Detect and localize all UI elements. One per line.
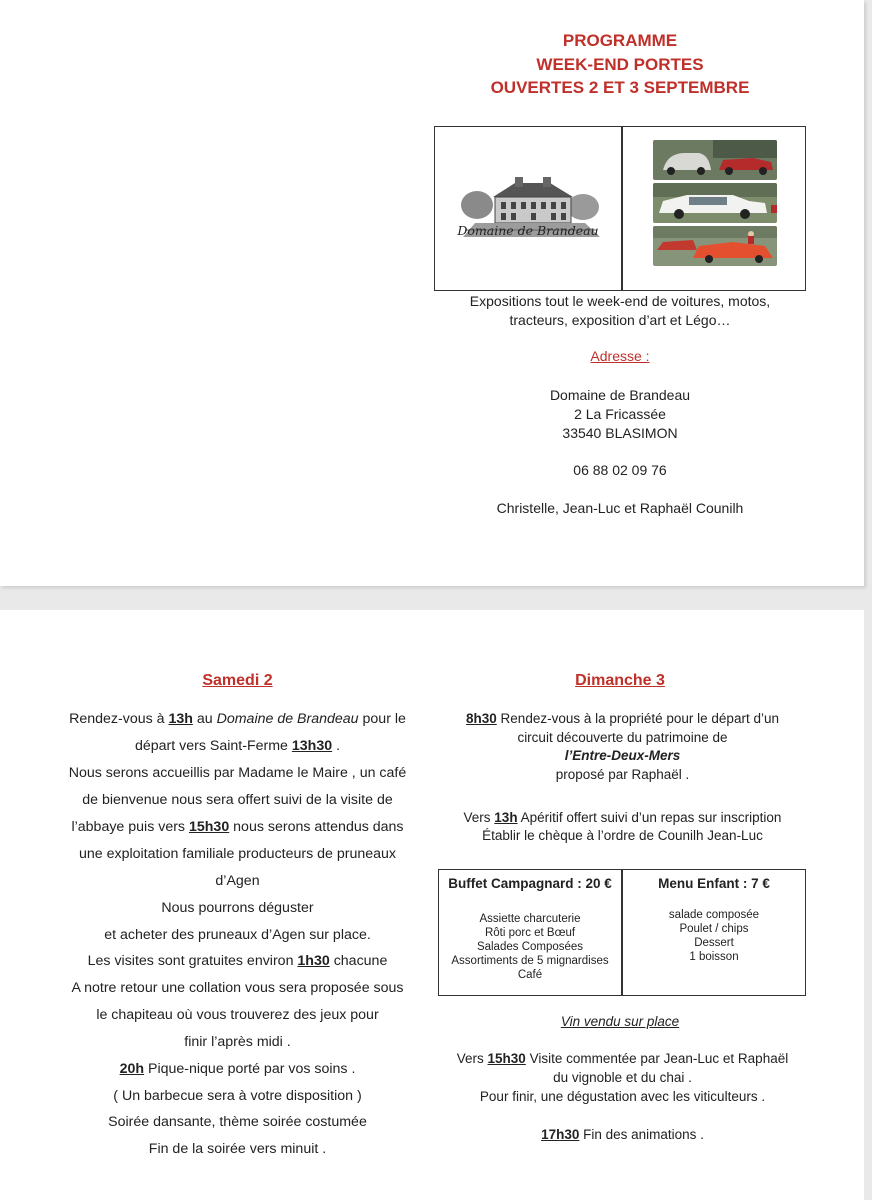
saturday-line xyxy=(40,952,435,971)
text-span: au xyxy=(192,711,217,727)
duration-1h30: 1h30 xyxy=(297,953,330,969)
image-box xyxy=(434,126,806,291)
sunday-line xyxy=(440,1127,805,1143)
buffet-items xyxy=(439,912,621,982)
time-13h: 13h xyxy=(168,711,193,727)
text-span: Les visites sont gratuites environ xyxy=(87,953,298,969)
saturday-line: Nous serons accueillis par Madame le Maire , un café xyxy=(68,765,407,781)
text-span: Rendez-vous à xyxy=(69,711,169,727)
text-span: chacune xyxy=(329,953,388,969)
title-line-2: WEEK-END PORTES xyxy=(536,54,704,74)
buffet-item: Assiette charcuterie xyxy=(479,913,581,925)
text-span: . xyxy=(332,738,341,754)
text-span: Vers xyxy=(456,1051,488,1066)
sunday-line: proposé par Raphaël . xyxy=(555,767,690,782)
exhibitions-line-1: Expositions tout le week-end de voitures, motos, xyxy=(469,293,771,309)
time-20h: 20h xyxy=(119,1061,145,1077)
address-label: Adresse : xyxy=(590,348,650,364)
text-span: Visite commentée par Jean-Luc et Raphaël xyxy=(525,1051,789,1066)
phone-number: 06 88 02 09 76 xyxy=(573,462,667,478)
title-line-1: PROGRAMME xyxy=(562,31,678,50)
menu-table xyxy=(438,869,806,996)
car-photo-1 xyxy=(653,140,777,180)
saturday-line: ( Un barbecue sera à votre disposition ) xyxy=(113,1088,362,1104)
saturday-line: le chapiteau où vous trouverez des jeux pour xyxy=(96,1007,379,1023)
kids-menu-item: salade composée xyxy=(668,909,760,921)
saturday-line: Fin de la soirée vers minuit . xyxy=(148,1141,327,1157)
wine-sold-note: Vin vendu sur place xyxy=(560,1014,680,1029)
text-span: Vers xyxy=(463,810,495,825)
time-8h30: 8h30 xyxy=(466,711,497,726)
time-13h: 13h xyxy=(494,810,518,825)
text-span: l’abbaye puis vers xyxy=(71,819,189,835)
saturday-line xyxy=(40,818,435,837)
text-span: Apéritif offert suivi d’un repas sur inscription xyxy=(517,810,782,825)
sunday-line xyxy=(440,810,805,826)
time-15h30: 15h30 xyxy=(487,1051,526,1066)
text-span: Pique-nique porté par vos soins . xyxy=(144,1061,356,1077)
time-15h30: 15h30 xyxy=(188,819,230,835)
saturday-line xyxy=(40,1060,435,1079)
kids-menu-item: Poulet / chips xyxy=(679,923,749,935)
saturday-line: finir l’après midi . xyxy=(184,1034,291,1050)
address-line-3: 33540 BLASIMON xyxy=(562,425,678,441)
buffet-item: Assortiments de 5 mignardises xyxy=(451,955,609,967)
sunday-line: Pour finir, une dégustation avec les viticulteurs . xyxy=(479,1089,766,1104)
flyer-page-1 xyxy=(0,0,864,586)
sunday-line xyxy=(440,1051,805,1067)
title-line-3: OUVERTES 2 ET 3 SEPTEMBRE xyxy=(490,78,750,97)
saturday-line: A notre retour une collation vous sera proposée sous xyxy=(71,980,404,996)
sunday-line xyxy=(440,711,805,727)
text-span: pour le xyxy=(358,711,406,727)
buffet-title: Buffet Campagnard : 20 € xyxy=(448,876,612,891)
address-block xyxy=(440,386,800,443)
flyer-page-2 xyxy=(0,610,864,1200)
buffet-item: Café xyxy=(517,969,543,981)
program-title xyxy=(440,29,800,100)
sunday-title: Dimanche 3 xyxy=(575,672,665,689)
address-line-2: 2 La Fricassée xyxy=(574,406,666,422)
saturday-title: Samedi 2 xyxy=(202,672,273,689)
kids-menu-items xyxy=(623,908,805,964)
car-photo-2 xyxy=(653,183,777,223)
exhibitions-line-2: tracteurs, exposition d’art et Légo… xyxy=(509,312,731,328)
kids-menu-item: Dessert xyxy=(694,937,734,949)
saturday-line: et acheter des pruneaux d’Agen sur place. xyxy=(104,927,371,943)
text-span: départ vers Saint-Ferme xyxy=(134,738,292,754)
logo-text: Domaine de Brandeau xyxy=(457,223,599,238)
saturday-line: Soirée dansante, thème soirée costumée xyxy=(108,1114,367,1130)
text-span: Fin des animations . xyxy=(579,1127,704,1142)
kids-menu-item: 1 boisson xyxy=(689,951,739,963)
text-span: Rendez-vous à la propriété pour le départ d’un xyxy=(496,711,779,726)
time-17h30: 17h30 xyxy=(541,1127,580,1142)
sunday-line: du vignoble et du chai . xyxy=(553,1070,692,1085)
image-box-divider xyxy=(621,127,623,290)
sunday-line: circuit découverte du patrimoine de xyxy=(517,730,728,745)
saturday-line: d’Agen xyxy=(215,873,260,889)
saturday-line xyxy=(40,737,435,756)
text-span: nous serons attendus dans xyxy=(229,819,404,835)
sunday-line: l’Entre-Deux-Mers xyxy=(564,748,681,763)
buffet-item: Rôti porc et Bœuf xyxy=(484,927,576,939)
time-13h30: 13h30 xyxy=(291,738,333,754)
domain-name: Domaine de Brandeau xyxy=(216,711,359,727)
saturday-line xyxy=(40,710,435,729)
saturday-line: Nous pourrons déguster xyxy=(161,900,314,916)
exhibitions-text xyxy=(440,292,800,330)
contact-names: Christelle, Jean-Luc et Raphaël Counilh xyxy=(496,500,744,516)
sunday-line: Établir le chèque à l’ordre de Counilh Jean-Luc xyxy=(482,828,763,843)
saturday-line: de bienvenue nous sera offert suivi de la visite de xyxy=(82,792,393,808)
buffet-item: Salades Composées xyxy=(476,941,584,953)
kids-menu-title: Menu Enfant : 7 € xyxy=(658,876,770,891)
car-photo-3 xyxy=(653,226,777,266)
address-line-1: Domaine de Brandeau xyxy=(549,387,691,403)
saturday-line: une exploitation familiale producteurs de pruneaux xyxy=(78,846,397,862)
